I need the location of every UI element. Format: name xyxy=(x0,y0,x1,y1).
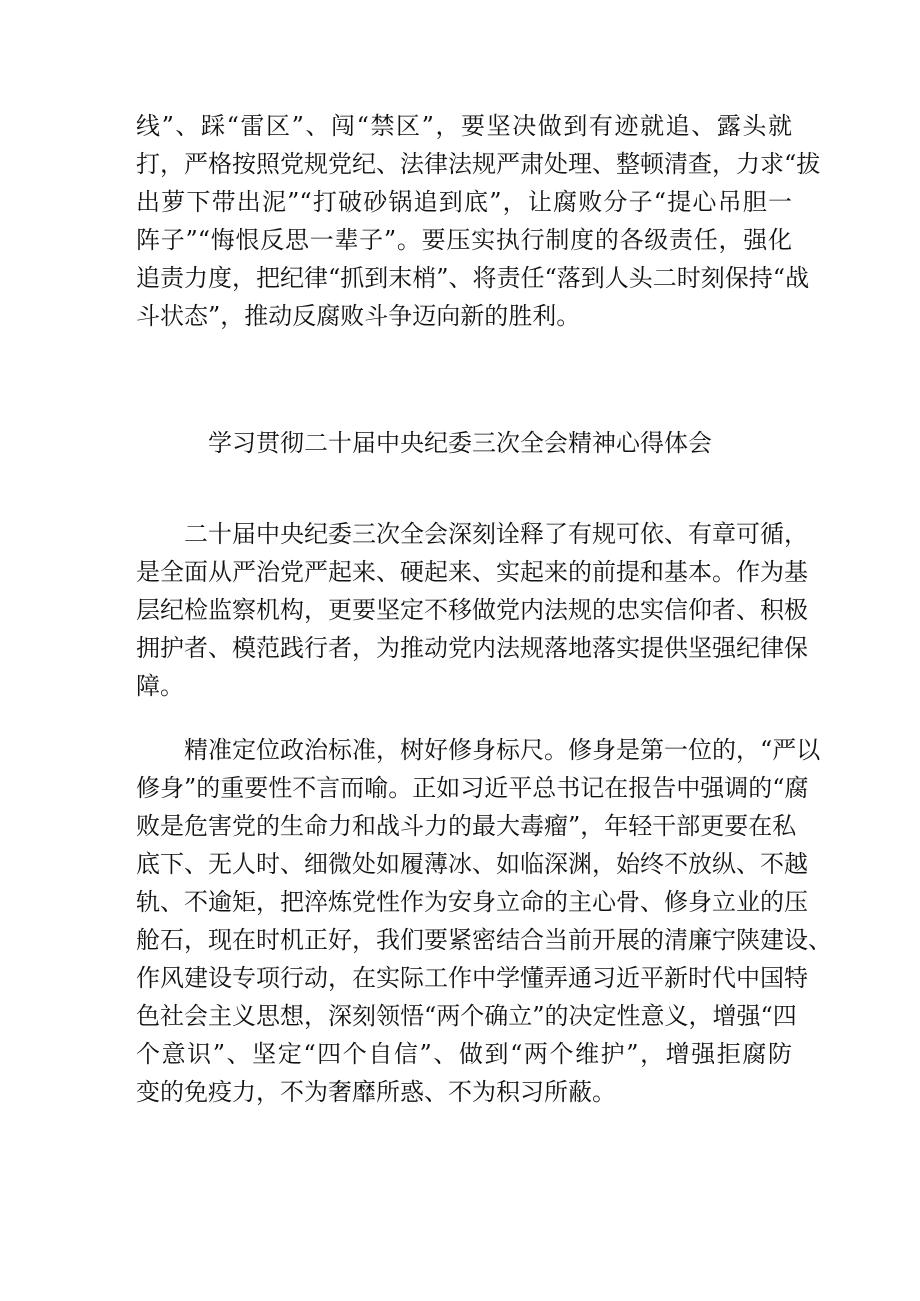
paragraph-line: 斗状态”，推动反腐败斗争迈向新的胜利。 xyxy=(136,302,581,330)
article-title: 学习贯彻二十届中央纪委三次全会精神心得体会 xyxy=(208,429,712,457)
continuation-paragraph xyxy=(136,107,821,335)
paragraph-line: 舱石，现在时机正好，我们要紧密结合当前开展的清廉宁陕建设、 xyxy=(136,926,832,954)
article-paragraph-2 xyxy=(136,731,832,1111)
paragraph-line: 线”、踩“雷区”、闯“禁区”，要坚决做到有迹就追、露头就 xyxy=(136,112,792,140)
paragraph-line: 出萝下带出泥”“打破砂锅追到底”，让腐败分子“提心吊胆一 xyxy=(136,188,792,216)
paragraph-line: 修身”的重要性不言而喻。正如习近平总书记在报告中强调的“腐 xyxy=(136,774,809,802)
paragraph-line: 障。 xyxy=(136,672,184,700)
paragraph-line: 败是危害党的生命力和战斗力的最大毒瘤”，年轻干部更要在私 xyxy=(136,812,797,840)
paragraph-line: 轨、不逾矩，把淬炼党性作为安身立命的主心骨、修身立业的压 xyxy=(136,888,808,916)
paragraph-line: 色社会主义思想，深刻领悟“两个确立”的决定性意义，增强“四 xyxy=(136,1002,797,1030)
paragraph-line: 二十届中央纪委三次全会深刻诠释了有规可依、有章可循， xyxy=(136,520,808,548)
paragraph-line: 打，严格按照党规党纪、法律法规严肃处理、整顿清查，力求“拔 xyxy=(136,150,821,178)
article-paragraph-1 xyxy=(136,515,808,705)
paragraph-line: 阵子”“悔恨反思一辈子”。要压实执行制度的各级责任，强化 xyxy=(136,226,792,254)
paragraph-line: 层纪检监察机构，更要坚定不移做党内法规的忠实信仰者、积极 xyxy=(136,596,808,624)
paragraph-line: 精准定位政治标准，树好修身标尺。修身是第一位的，“严以 xyxy=(136,736,821,764)
paragraph-line: 底下、无人时、细微处如履薄冰、如临深渊，始终不放纵、不越 xyxy=(136,850,808,878)
paragraph-line: 个意识”、坚定“四个自信”、做到“两个维护”，增强拒腐防 xyxy=(136,1040,792,1068)
paragraph-line: 是全面从严治党严起来、硬起来、实起来的前提和基本。作为基 xyxy=(136,558,808,586)
paragraph-line: 拥护者、模范践行者，为推动党内法规落地落实提供坚强纪律保 xyxy=(136,634,808,662)
paragraph-line: 作风建设专项行动，在实际工作中学懂弄通习近平新时代中国特 xyxy=(136,964,808,992)
paragraph-line: 追责力度，把纪律“抓到末梢”、将责任“落到人头二时刻保持“战 xyxy=(136,264,810,292)
paragraph-line: 变的免疫力，不为奢靡所惑、不为积习所蔽。 xyxy=(136,1078,616,1106)
